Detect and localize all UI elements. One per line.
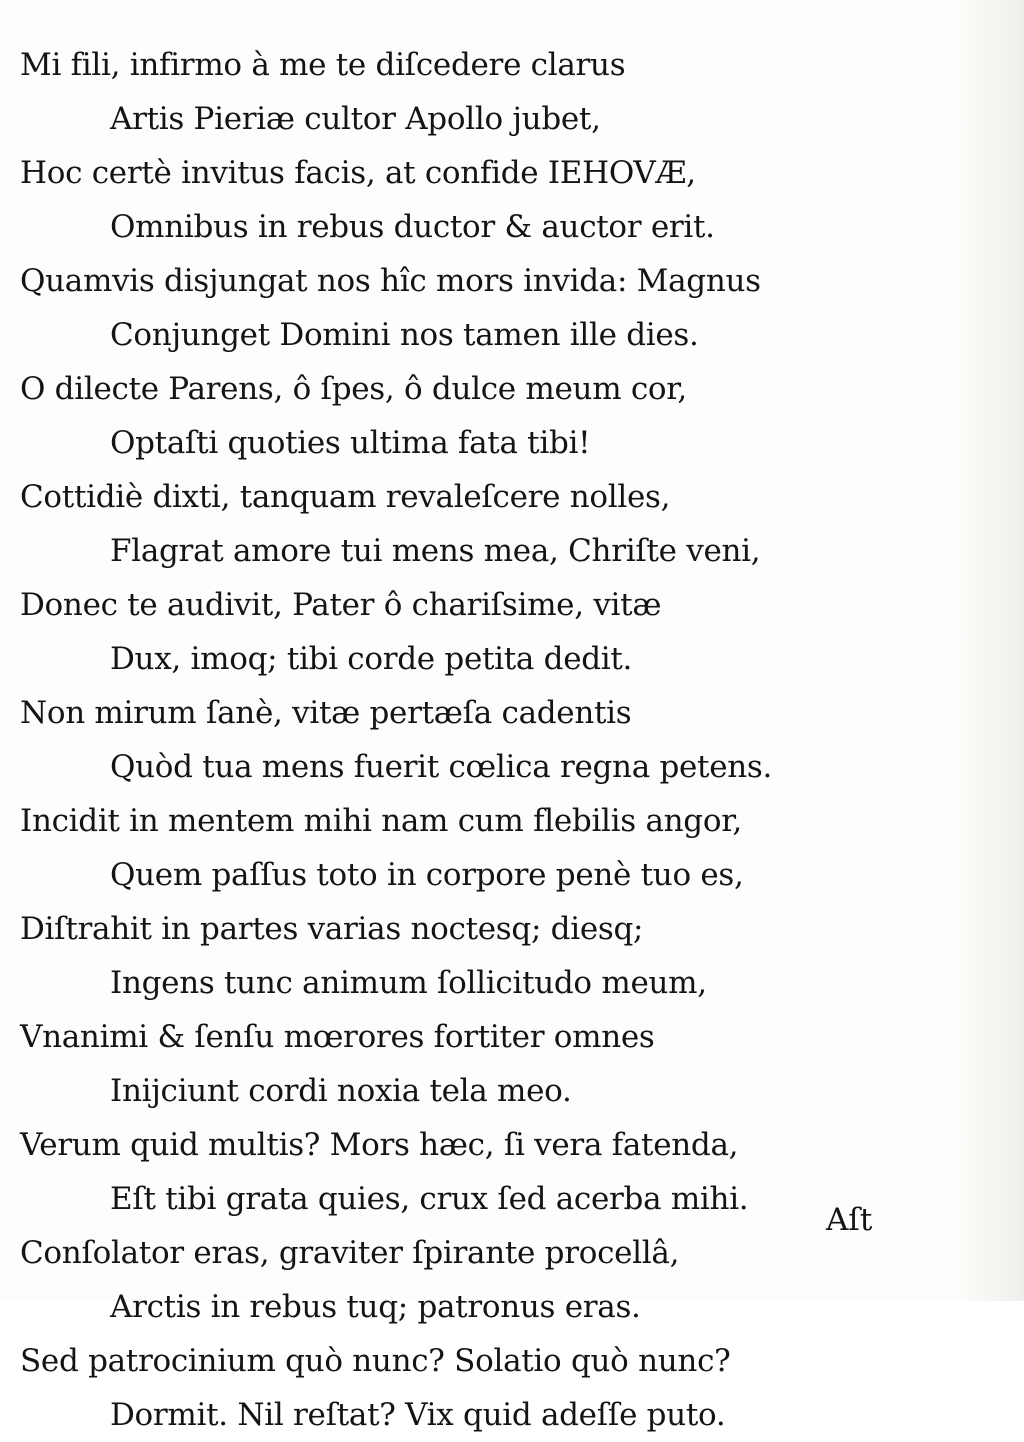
verse-line-11: Donec te audivit, Pater ô chariſsime, vitæ [20,587,662,623]
verse-line-16: Quem paſſus toto in corpore penè tuo es, [110,857,744,893]
verse-line-17: Diſtrahit in partes varias noctesq; diesq; [20,911,644,947]
verse-line-3: Hoc certè invitus facis, at confide IEHOVÆ, [20,155,696,191]
verse-line-7: O dilecte Parens, ô ſpes, ô dulce meum cor, [20,371,687,407]
verse-line-26: Dormit. Nil reſtat? Vix quid adeſſe puto. [110,1397,726,1433]
verse-line-14: Quòd tua mens fuerit cœlica regna petens. [110,749,773,785]
verse-line-9: Cottidiè dixti, tanquam revaleſcere nolles, [20,479,671,515]
verse-line-18: Ingens tunc animum ſollicitudo meum, [110,965,707,1001]
verse-line-23: Conſolator eras, graviter ſpirante procellâ, [20,1235,680,1271]
verse-line-6: Conjunget Domini nos tamen ille dies. [110,317,699,353]
verse-line-1: Mi fili, infirmo à me te diſcedere clarus [20,47,626,83]
verse-line-12: Dux, imoq; tibi corde petita dedit. [110,641,633,677]
verse-line-22: Eſt tibi grata quies, crux ſed acerba mihi. [110,1181,749,1217]
catchword: Aſt [826,1202,873,1238]
verse-line-21: Verum quid multis? Mors hæc, ſi vera fatenda, [20,1127,739,1163]
verse-line-13: Non mirum ſanè, vitæ pertæſa cadentis [20,695,632,731]
verse-line-25: Sed patrocinium quò nunc? Solatio quò nunc? [20,1343,731,1379]
verse-line-2: Artis Pieriæ cultor Apollo jubet, [110,101,601,137]
verse-line-5: Quamvis disjungat nos hîc mors invida: Magnus [20,263,761,299]
verse-line-10: Flagrat amore tui mens mea, Chriſte veni, [110,533,761,569]
verse-line-20: Inijciunt cordi noxia tela meo. [110,1073,572,1109]
verse-line-24: Arctis in rebus tuq; patronus eras. [110,1289,641,1325]
verse-line-4: Omnibus in rebus ductor & auctor erit. [110,209,715,245]
verse-line-8: Optaſti quoties ultima fata tibi! [110,425,591,461]
verse-line-19: Vnanimi & ſenſu mœrores fortiter omnes [20,1019,655,1055]
verse-line-15: Incidit in mentem mihi nam cum flebilis angor, [20,803,742,839]
